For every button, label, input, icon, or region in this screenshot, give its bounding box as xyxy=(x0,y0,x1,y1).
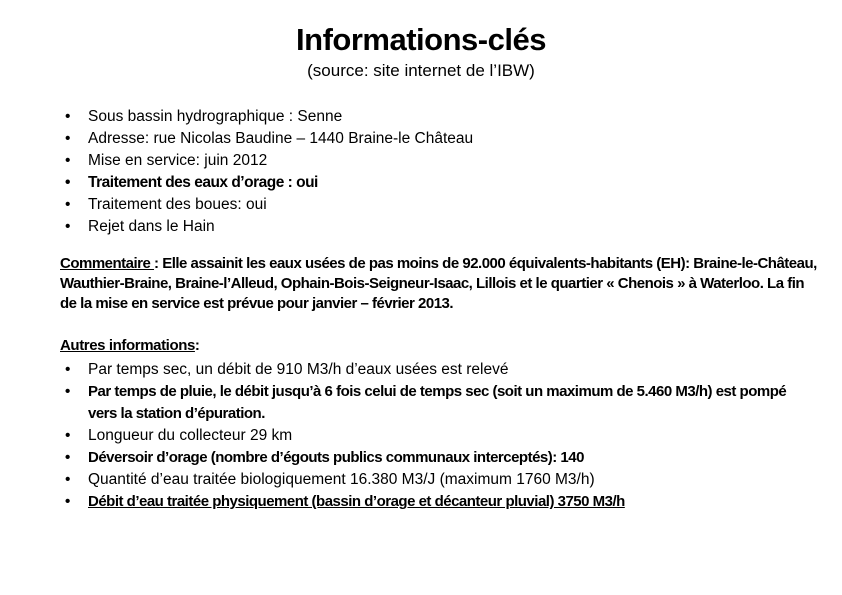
slide-title: Informations-clés xyxy=(296,22,546,57)
commentaire-paragraph xyxy=(60,254,818,314)
fact-traitement-boues xyxy=(60,194,818,216)
fact-text: Traitement des eaux d’orage : oui xyxy=(88,174,318,191)
fact-traitement-eaux-orage xyxy=(60,172,818,194)
info-longueur-collecteur xyxy=(60,425,818,447)
fact-rejet xyxy=(60,216,818,238)
fact-sous-bassin xyxy=(60,106,818,128)
fact-text: Rejet dans le Hain xyxy=(88,218,215,235)
info-debit-eau-physique xyxy=(60,491,818,513)
info-deversoir-orage xyxy=(60,447,818,469)
autres-informations-separator: : xyxy=(194,337,200,354)
autres-informations-heading xyxy=(60,336,818,356)
fact-adresse xyxy=(60,128,818,150)
autres-informations-label: Autres informations xyxy=(60,337,195,354)
info-debit-temps-sec xyxy=(60,359,818,381)
info-quantite-eau-biologique xyxy=(60,469,818,491)
fact-text: Mise en service: juin 2012 xyxy=(88,152,268,169)
info-text: Par temps sec, un débit de 910 M3/h d’eaux usées est relevé xyxy=(88,361,509,378)
fact-text: Sous bassin hydrographique : Senne xyxy=(88,108,343,125)
info-text: Déversoir d’orage (nombre d’égouts publics communaux interceptés): 140 xyxy=(88,449,584,466)
fact-text: Traitement des boues: oui xyxy=(88,196,267,213)
facts-list xyxy=(60,106,818,238)
commentaire-separator: : xyxy=(154,255,163,272)
fact-text: Adresse: rue Nicolas Baudine – 1440 Braine-le Château xyxy=(88,130,474,147)
info-temps-de-pluie xyxy=(60,381,818,425)
info-text: Quantité d’eau traitée biologiquement 16.380 M3/J (maximum 1760 M3/h) xyxy=(88,471,595,488)
commentaire-body: Elle assainit les eaux usées de pas moins de 92.000 équivalents-habitants (EH): Braine-le-Château, Wauthier-Braine, Braine-l’Alleud, Ophain-Bois-Seigneur-Isaac, Lillois et le quartier « Chenois » à Waterloo. La fin de la mise en service est prévue pour janvier – février 2013. xyxy=(60,255,817,312)
autres-informations-list xyxy=(60,359,818,513)
fact-mise-en-service xyxy=(60,150,818,172)
commentaire-label: Commentaire xyxy=(60,255,155,272)
info-text: Débit d’eau traitée physiquement (bassin d’orage et décanteur pluvial) 3750 M3/h xyxy=(88,493,625,510)
slide-subtitle: (source: site internet de l’IBW) xyxy=(307,61,535,80)
info-text: Longueur du collecteur 29 km xyxy=(88,427,293,444)
info-text: Par temps de pluie, le débit jusqu’à 6 fois celui de temps sec (soit un maximum de 5.460 M3/h) est pompé vers la station d’épuration. xyxy=(88,383,787,422)
